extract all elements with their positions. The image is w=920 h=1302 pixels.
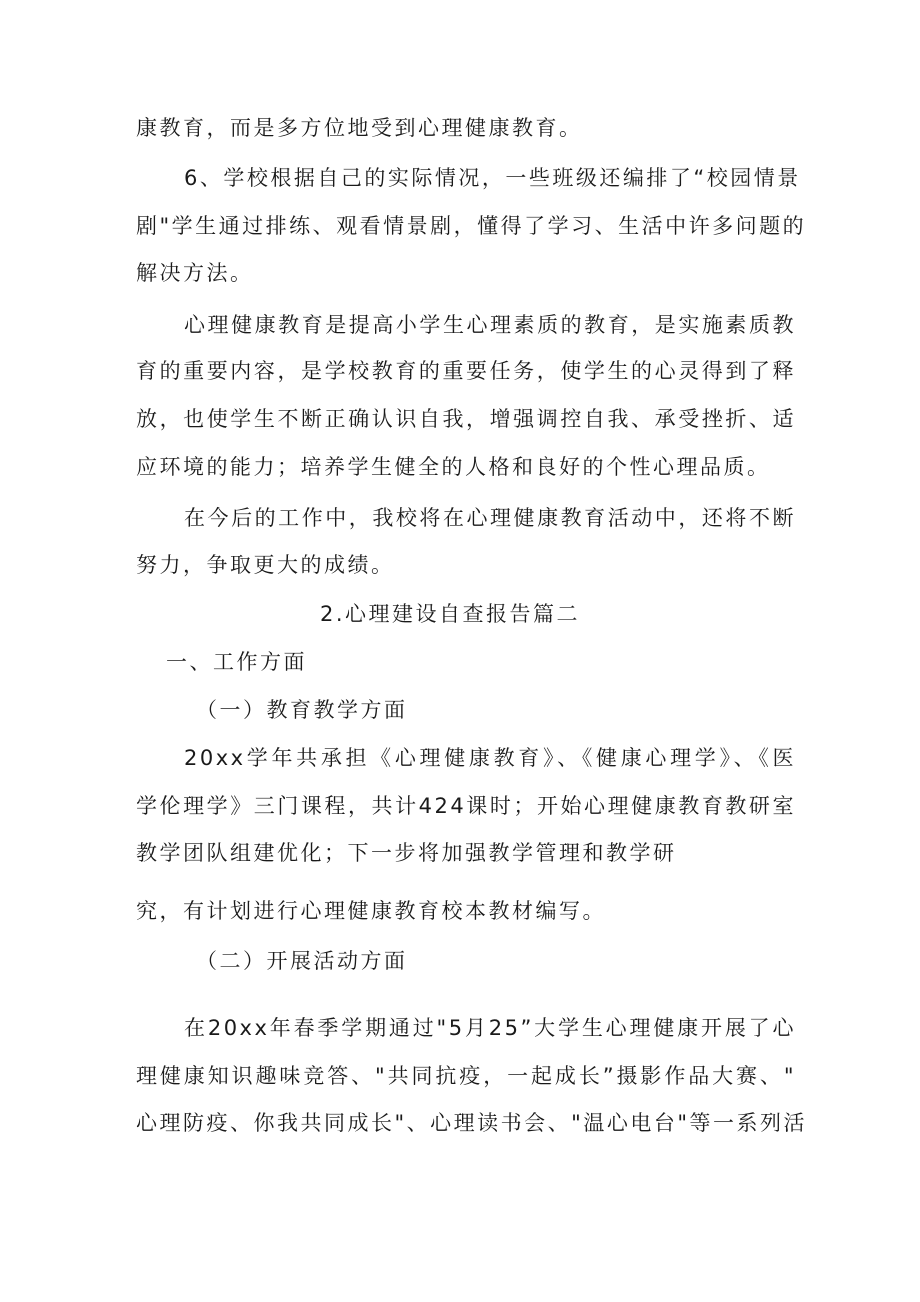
paragraph-line: 教学团队组建优化；下一步将加强教学管理和教学研 [136,841,677,865]
paragraph-line: 解决方法。 [136,261,254,285]
paragraph-line: 学伦理学》三门课程，共计424课时；开始心理健康教育教研室 [136,794,796,818]
paragraph-line: 在今后的工作中，我校将在心理健康教育活动中，还将不断 [184,506,796,530]
paragraph-line: 剧"学生通过排练、观看情景剧，懂得了学习、生活中许多问题的 [136,214,807,238]
paragraph-line: 在20xx年春季学期通过"5月25”大学生心理健康开展了心 [184,1016,796,1040]
subsection-heading: （二）开展活动方面 [196,949,408,973]
section-heading: 2.心理建设自查报告篇二 [319,602,581,626]
paragraph-line: 康教育，而是多方位地受到心理健康教育。 [136,116,583,140]
paragraph-line: 心理健康教育是提高小学生心理素质的教育，是实施素质教 [184,313,796,337]
paragraph-line: 20xx学年共承担《心理健康教育》、《健康心理学》、《医 [184,746,796,770]
subsection-heading: （一）教育教学方面 [196,698,408,722]
paragraph-line: 应环境的能力；培养学生健全的人格和良好的个性心理品质。 [136,455,771,479]
paragraph-line: 究，有计划进行心理健康教育校本教材编写。 [136,899,606,923]
paragraph-line: 心理防疫、你我共同成长"、心理读书会、"温心电台"等一系列活 [136,1111,807,1135]
paragraph-line: 放，也使学生不断正确认识自我，增强调控自我、承受挫折、适 [136,407,796,431]
paragraph-line: 努力，争取更大的成绩。 [136,553,395,577]
paragraph-line: 理健康知识趣味竞答、"共同抗疫，一起成长”摄影作品大赛、" [136,1064,796,1088]
paragraph-line: 6、学校根据自己的实际情况，一些班级还编排了“校园情景 [184,166,801,190]
paragraph-line: 育的重要内容，是学校教育的重要任务，使学生的心灵得到了释 [136,359,796,383]
subsection-heading: 一、工作方面 [166,650,307,674]
